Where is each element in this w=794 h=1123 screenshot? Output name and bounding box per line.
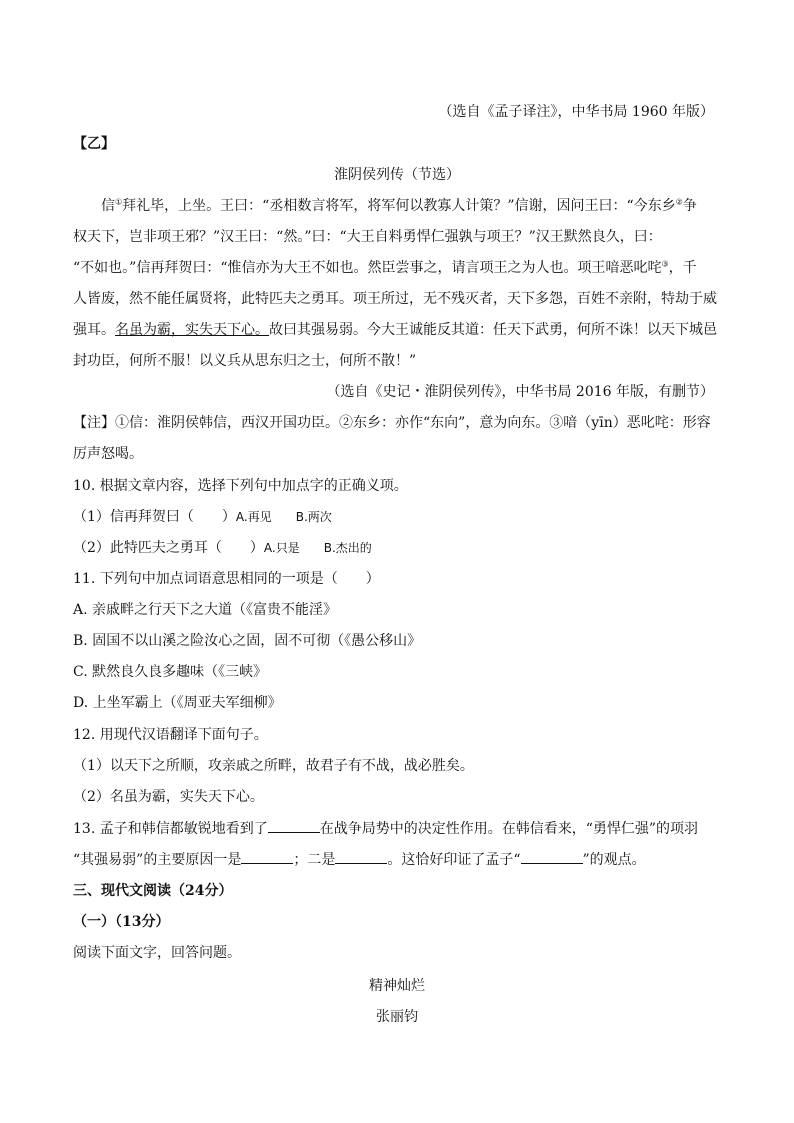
answer-blank[interactable] <box>521 849 583 864</box>
question-10-item-2: （2）此特匹夫之勇耳（ ）A.只是 B.杰出的 <box>73 540 372 556</box>
article-author: 张丽钧 <box>376 1009 418 1025</box>
question-13-line-2: “其强易弱”的主要原因一是 ；二是 。这恰好印证了孟子“ ”的观点。 <box>73 849 646 870</box>
underlined-sentence: 名虽为霸，实失天下心。 <box>115 322 269 338</box>
answer-blank[interactable] <box>335 849 387 864</box>
passage-line-1: 信①拜礼毕，上坐。王曰：“丞相数言将军，将军何以教寡人计策？”信谢，因问王曰：“今东乡②争 <box>101 197 697 214</box>
source-citation-2: （选自《史记・淮阴侯列传》，中华书局 2016 年版，有删节） <box>326 384 714 400</box>
passage-line-2: 权天下，岂非项王邪？”汉王曰：“然。”曰：“大王自料勇悍仁强孰与项王？”汉王默然良久，曰： <box>73 229 662 245</box>
annotation-line-2: 厉声怒喝。 <box>73 446 143 462</box>
passage-title: 淮阴侯列传（节选） <box>334 167 460 183</box>
passage-line-4: 人皆废，然不能任属贤将，此特匹夫之勇耳。项王所过，无不残灭者，天下多怨，百姓不亲附，特劫于威 <box>73 291 717 307</box>
passage-line-5: 强耳。名虽为霸，实失天下心。故曰其强易弱。今大王诚能反其道：任天下武勇，何所不诛！以天下城邑 <box>73 322 717 338</box>
answer-blank[interactable] <box>241 849 293 864</box>
question-11-option-a: A. 亲戚畔之行天下之大道（《富贵不能淫》 <box>73 602 338 618</box>
question-12-item-1: （1）以天下之所顺，攻亲戚之所畔，故君子有不战，战必胜矣。 <box>73 758 474 774</box>
answer-blank[interactable] <box>268 818 320 833</box>
section-heading-yi: 【乙】 <box>73 136 115 152</box>
section-3-heading: 三、现代文阅读（24分） <box>73 883 233 899</box>
passage-line-3: “不如也。”信再拜贺曰：“惟信亦为大王不如也。然臣尝事之，请言项王之为人也。项王喑恶叱咤③，千 <box>73 259 697 276</box>
question-13-line-1: 13. 孟子和韩信都敏锐地看到了 在战争局势中的决定性作用。在韩信看来，“勇悍仁强”的项羽 <box>73 818 698 839</box>
question-10-item-1: （1）信再拜贺曰（ ）A.再见 B.两次 <box>73 509 332 525</box>
passage-line-6: 封功臣，何所不服！以义兵从思东归之士，何所不散！” <box>73 353 417 369</box>
annotation-line-1: 【注】①信：淮阴侯韩信，西汉开国功臣。②东乡：亦作“东向”，意为向东。③喑（yīn）恶叱咤：形容 <box>73 415 711 431</box>
reading-instruction: 阅读下面文字，回答问题。 <box>73 945 241 961</box>
question-12: 12. 用现代汉语翻译下面句子。 <box>73 727 268 743</box>
question-12-item-2: （2）名虽为霸，实失天下心。 <box>73 789 264 805</box>
question-11: 11. 下列句中加点词语意思相同的一项是（ ） <box>73 571 380 587</box>
question-11-option-c: C. 默然良久良多趣味（《三峡》 <box>73 664 268 680</box>
article-title: 精神灿烂 <box>369 978 425 994</box>
subsection-heading: （一）（13分） <box>73 914 170 930</box>
question-11-option-d: D. 上坐军霸上（《周亚夫军细柳》 <box>73 695 282 711</box>
question-11-option-b: B. 固国不以山溪之险汝心之固，固不可彻（《愚公移山》 <box>73 633 422 649</box>
question-10: 10. 根据文章内容，选择下列句中加点字的正确义项。 <box>73 478 408 494</box>
source-citation-1: （选自《孟子译注》，中华书局 1960 年版） <box>438 104 714 120</box>
